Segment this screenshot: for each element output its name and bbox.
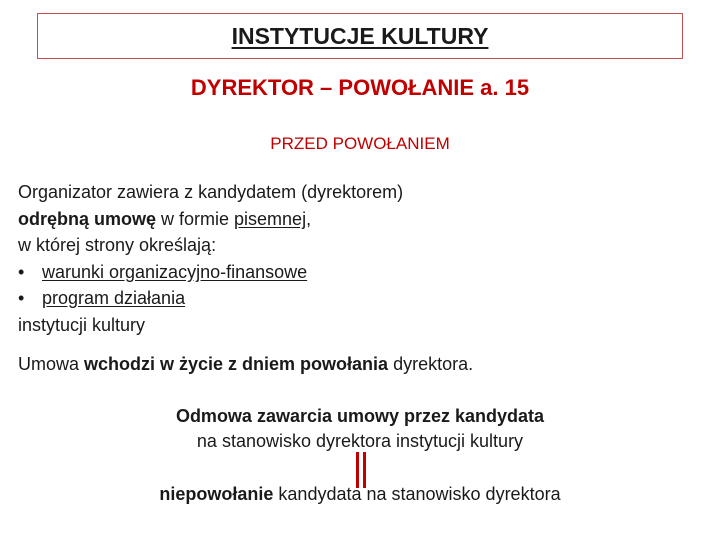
result-bold: niepowołanie [159, 484, 274, 504]
paragraph-line-3: w której strony określają: [18, 235, 217, 255]
written-form-text: pisemnej [234, 208, 307, 229]
paragraph-line-2 [18, 206, 698, 233]
refusal-line-2: na stanowisko dyrektora instytucji kultury [196, 431, 524, 451]
effect-suffix: dyrektora. [388, 354, 474, 374]
effect-prefix: Umowa [18, 354, 85, 374]
paragraph-line-6: instytucji kultury [18, 314, 146, 335]
bullet-icon: • [18, 261, 25, 282]
equals-icon [355, 452, 369, 488]
paragraph-line-1: Organizator zawiera z kandydatem (dyrektorem) [18, 182, 404, 202]
effect-bold: wchodzi w życie z dniem powołania [84, 354, 389, 374]
refusal-line-1: Odmowa zawarcia umowy przez kandydata [175, 406, 545, 426]
section-heading: PRZED POWOŁANIEM [270, 134, 450, 153]
page-title: INSTYTUCJE KULTURY [231, 23, 489, 49]
effect-sentence [18, 354, 698, 375]
separate-contract-text: odrębną umowę [18, 208, 157, 229]
result-sentence [0, 484, 720, 505]
bullet-icon: • [18, 288, 25, 308]
result-rest: kandydata na stanowisko dyrektora [273, 484, 561, 504]
comma-text: , [306, 208, 312, 229]
subtitle: DYREKTOR – POWOŁANIE a. 15 [190, 75, 530, 100]
bullet-item-1 [18, 259, 698, 286]
form-text: w formie [156, 208, 235, 229]
title-box [37, 13, 683, 59]
refusal-block [0, 404, 720, 454]
bullet-item-2 [18, 285, 698, 312]
main-paragraph [18, 179, 698, 338]
bullet-2-text: program działania [42, 288, 186, 308]
bullet-1-text: warunki organizacyjno-finansowe [42, 261, 308, 282]
